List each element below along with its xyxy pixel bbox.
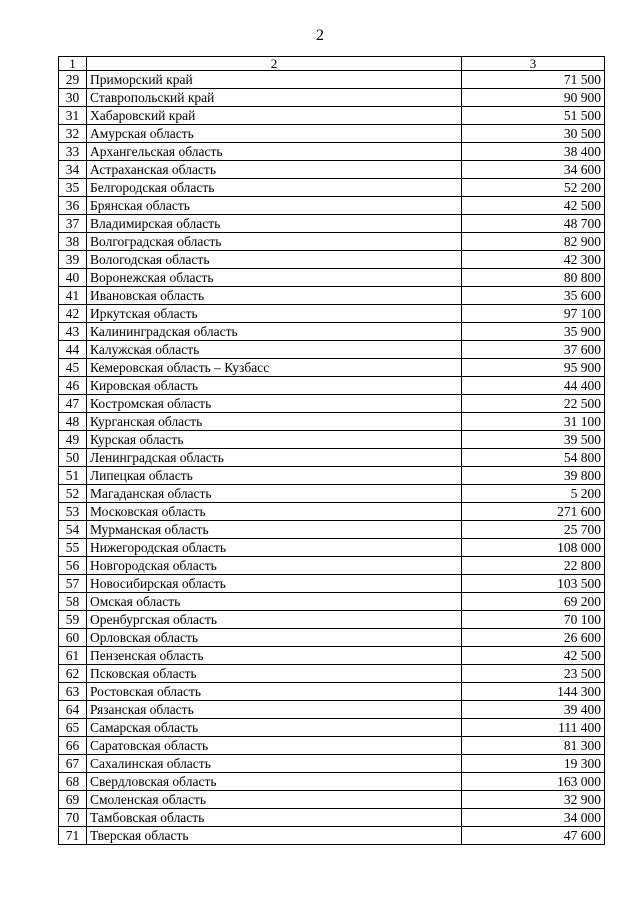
value-cell: 22 500 (462, 395, 605, 413)
value-cell: 52 200 (462, 179, 605, 197)
region-name-cell: Самарская область (87, 719, 462, 737)
table-row (59, 629, 605, 647)
value-cell: 39 800 (462, 467, 605, 485)
table-row (59, 665, 605, 683)
value-cell: 271 600 (462, 503, 605, 521)
table-row (59, 701, 605, 719)
value-cell: 97 100 (462, 305, 605, 323)
value-cell: 163 000 (462, 773, 605, 791)
row-number-cell: 29 (59, 71, 87, 89)
row-number-cell: 54 (59, 521, 87, 539)
row-number-cell: 59 (59, 611, 87, 629)
region-name-cell: Омская область (87, 593, 462, 611)
value-cell: 42 500 (462, 197, 605, 215)
region-name-cell: Тверская область (87, 827, 462, 845)
value-cell: 95 900 (462, 359, 605, 377)
table-row (59, 413, 605, 431)
region-name-cell: Оренбургская область (87, 611, 462, 629)
value-cell: 51 500 (462, 107, 605, 125)
value-cell: 32 900 (462, 791, 605, 809)
table-row (59, 377, 605, 395)
row-number-cell: 42 (59, 305, 87, 323)
value-cell: 23 500 (462, 665, 605, 683)
column-header-value: 3 (462, 57, 605, 71)
table-row (59, 395, 605, 413)
table-row (59, 737, 605, 755)
row-number-cell: 49 (59, 431, 87, 449)
table-row (59, 593, 605, 611)
row-number-cell: 68 (59, 773, 87, 791)
row-number-cell: 52 (59, 485, 87, 503)
region-name-cell: Рязанская область (87, 701, 462, 719)
table-row (59, 449, 605, 467)
row-number-cell: 39 (59, 251, 87, 269)
page-number: 2 (316, 27, 324, 44)
row-number-cell: 71 (59, 827, 87, 845)
region-name-cell: Курская область (87, 431, 462, 449)
region-name-cell: Вологодская область (87, 251, 462, 269)
table-row (59, 269, 605, 287)
column-header-number: 1 (59, 57, 87, 71)
value-cell: 38 400 (462, 143, 605, 161)
table-row (59, 611, 605, 629)
row-number-cell: 62 (59, 665, 87, 683)
region-name-cell: Волгоградская область (87, 233, 462, 251)
region-name-cell: Курганская область (87, 413, 462, 431)
table-row (59, 179, 605, 197)
row-number-cell: 56 (59, 557, 87, 575)
region-name-cell: Ставропольский край (87, 89, 462, 107)
region-name-cell: Амурская область (87, 125, 462, 143)
row-number-cell: 48 (59, 413, 87, 431)
row-number-cell: 34 (59, 161, 87, 179)
row-number-cell: 66 (59, 737, 87, 755)
region-name-cell: Калининградская область (87, 323, 462, 341)
region-name-cell: Ростовская область (87, 683, 462, 701)
region-name-cell: Нижегородская область (87, 539, 462, 557)
value-cell: 34 600 (462, 161, 605, 179)
row-number-cell: 37 (59, 215, 87, 233)
header-row (59, 57, 605, 71)
table-row (59, 719, 605, 737)
value-cell: 144 300 (462, 683, 605, 701)
regions-table (58, 56, 605, 845)
row-number-cell: 63 (59, 683, 87, 701)
row-number-cell: 30 (59, 89, 87, 107)
region-name-cell: Орловская область (87, 629, 462, 647)
row-number-cell: 41 (59, 287, 87, 305)
table-body (59, 71, 605, 845)
table-row (59, 755, 605, 773)
row-number-cell: 36 (59, 197, 87, 215)
region-name-cell: Тамбовская область (87, 809, 462, 827)
value-cell: 111 400 (462, 719, 605, 737)
table-row (59, 431, 605, 449)
row-number-cell: 51 (59, 467, 87, 485)
table-row (59, 503, 605, 521)
table-row (59, 791, 605, 809)
region-name-cell: Кировская область (87, 377, 462, 395)
table-row (59, 143, 605, 161)
table-row (59, 251, 605, 269)
region-name-cell: Астраханская область (87, 161, 462, 179)
row-number-cell: 58 (59, 593, 87, 611)
value-cell: 39 500 (462, 431, 605, 449)
row-number-cell: 53 (59, 503, 87, 521)
value-cell: 70 100 (462, 611, 605, 629)
value-cell: 25 700 (462, 521, 605, 539)
value-cell: 37 600 (462, 341, 605, 359)
value-cell: 108 000 (462, 539, 605, 557)
value-cell: 82 900 (462, 233, 605, 251)
region-name-cell: Новосибирская область (87, 575, 462, 593)
table-row (59, 827, 605, 845)
table-row (59, 359, 605, 377)
table-row (59, 323, 605, 341)
table-row (59, 215, 605, 233)
region-name-cell: Московская область (87, 503, 462, 521)
region-name-cell: Пензенская область (87, 647, 462, 665)
value-cell: 39 400 (462, 701, 605, 719)
region-name-cell: Приморский край (87, 71, 462, 89)
value-cell: 30 500 (462, 125, 605, 143)
table-row (59, 305, 605, 323)
value-cell: 48 700 (462, 215, 605, 233)
region-name-cell: Мурманская область (87, 521, 462, 539)
row-number-cell: 31 (59, 107, 87, 125)
value-cell: 71 500 (462, 71, 605, 89)
region-name-cell: Архангельская область (87, 143, 462, 161)
row-number-cell: 64 (59, 701, 87, 719)
row-number-cell: 67 (59, 755, 87, 773)
row-number-cell: 55 (59, 539, 87, 557)
table-row (59, 809, 605, 827)
table-row (59, 341, 605, 359)
table-row (59, 647, 605, 665)
table-row (59, 107, 605, 125)
value-cell: 103 500 (462, 575, 605, 593)
value-cell: 22 800 (462, 557, 605, 575)
row-number-cell: 35 (59, 179, 87, 197)
value-cell: 19 300 (462, 755, 605, 773)
table-row (59, 161, 605, 179)
table-row (59, 683, 605, 701)
row-number-cell: 45 (59, 359, 87, 377)
row-number-cell: 44 (59, 341, 87, 359)
table-row (59, 197, 605, 215)
region-name-cell: Владимирская область (87, 215, 462, 233)
value-cell: 54 800 (462, 449, 605, 467)
row-number-cell: 65 (59, 719, 87, 737)
row-number-cell: 40 (59, 269, 87, 287)
table-row (59, 485, 605, 503)
region-name-cell: Белгородская область (87, 179, 462, 197)
region-name-cell: Ивановская область (87, 287, 462, 305)
region-name-cell: Хабаровский край (87, 107, 462, 125)
value-cell: 47 600 (462, 827, 605, 845)
table-row (59, 557, 605, 575)
value-cell: 44 400 (462, 377, 605, 395)
table-row (59, 575, 605, 593)
row-number-cell: 50 (59, 449, 87, 467)
table-row (59, 287, 605, 305)
value-cell: 42 300 (462, 251, 605, 269)
value-cell: 90 900 (462, 89, 605, 107)
row-number-cell: 61 (59, 647, 87, 665)
region-name-cell: Брянская область (87, 197, 462, 215)
column-header-name: 2 (87, 57, 462, 71)
value-cell: 35 900 (462, 323, 605, 341)
row-number-cell: 47 (59, 395, 87, 413)
region-name-cell: Калужская область (87, 341, 462, 359)
region-name-cell: Свердловская область (87, 773, 462, 791)
row-number-cell: 46 (59, 377, 87, 395)
value-cell: 31 100 (462, 413, 605, 431)
region-name-cell: Иркутская область (87, 305, 462, 323)
value-cell: 5 200 (462, 485, 605, 503)
row-number-cell: 33 (59, 143, 87, 161)
region-name-cell: Кемеровская область – Кузбасс (87, 359, 462, 377)
value-cell: 35 600 (462, 287, 605, 305)
region-name-cell: Сахалинская область (87, 755, 462, 773)
region-name-cell: Новгородская область (87, 557, 462, 575)
value-cell: 69 200 (462, 593, 605, 611)
value-cell: 80 800 (462, 269, 605, 287)
row-number-cell: 60 (59, 629, 87, 647)
row-number-cell: 38 (59, 233, 87, 251)
region-name-cell: Воронежская область (87, 269, 462, 287)
region-name-cell: Смоленская область (87, 791, 462, 809)
row-number-cell: 70 (59, 809, 87, 827)
table-row (59, 125, 605, 143)
table-row (59, 521, 605, 539)
value-cell: 81 300 (462, 737, 605, 755)
table-row (59, 539, 605, 557)
region-name-cell: Магаданская область (87, 485, 462, 503)
table-row (59, 773, 605, 791)
region-name-cell: Ленинградская область (87, 449, 462, 467)
region-name-cell: Саратовская область (87, 737, 462, 755)
row-number-cell: 43 (59, 323, 87, 341)
row-number-cell: 32 (59, 125, 87, 143)
table-row (59, 71, 605, 89)
row-number-cell: 69 (59, 791, 87, 809)
table-header (59, 57, 605, 71)
value-cell: 42 500 (462, 647, 605, 665)
row-number-cell: 57 (59, 575, 87, 593)
table-row (59, 467, 605, 485)
region-name-cell: Псковская область (87, 665, 462, 683)
value-cell: 26 600 (462, 629, 605, 647)
table-row (59, 89, 605, 107)
region-name-cell: Липецкая область (87, 467, 462, 485)
table-row (59, 233, 605, 251)
region-name-cell: Костромская область (87, 395, 462, 413)
value-cell: 34 000 (462, 809, 605, 827)
